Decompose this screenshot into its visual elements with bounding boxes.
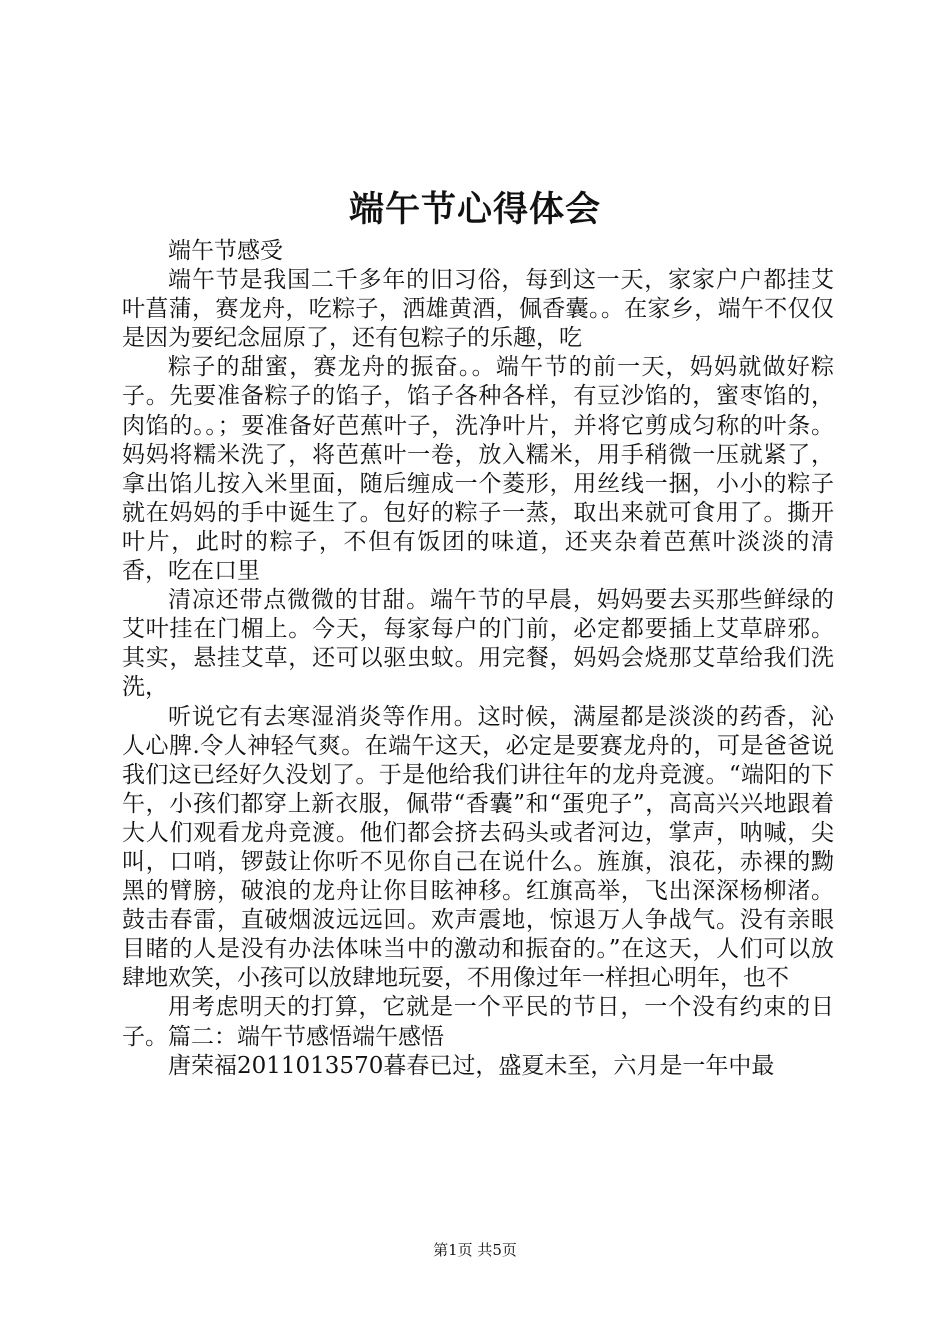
page-number-footer: 第1页 共5页 xyxy=(433,1241,517,1259)
paragraph: 听说它有去寒湿消炎等作用。这时候，满屋都是淡淡的药香，沁人心脾.令人神轻气爽。在端午这天，必定是要赛龙舟的，可是爸爸说我们这已经好久没划了。于是他给我们讲往年的龙舟竞渡。“端阳的下午，小孩们都穿上新衣服，佩带“香囊”和“蛋兜子”，高高兴兴地跟着大人们观看龙舟竞渡。他们都会挤去码头或者河边，掌声，呐喊，尖叫，口哨，锣鼓让你听不见你自己在说什么。旌旗，浪花，赤裸的黝黑的臂膀，破浪的龙舟让你目眩神移。红旗高举，飞出深深杨柳渚。鼓击春雷，直破烟波远远回。欢声震地，惊退万人争战气。没有亲眼目睹的人是没有办法体味当中的激动和振奋的。”在这天，人们可以放肆地欢笑，小孩可以放肆地玩耍，不用像过年一样担心明年，也不 xyxy=(122,703,834,992)
paragraph: 端午节是我国二千多年的旧习俗，每到这一天，家家户户都挂艾叶菖蒲，赛龙舟，吃粽子，洒雄黄酒，佩香囊。。在家乡，端午不仅仅是因为要纪念屈原了，还有包粽子的乐趣，吃 xyxy=(122,267,834,352)
paragraph: 唐荣福2011013570暮春已过，盛夏未至，六月是一年中最 xyxy=(168,1052,775,1079)
paragraph: 用考虑明天的打算，它就是一个平民的节日，一个没有约束的日子。篇二：端午节感悟端午感悟 xyxy=(122,994,834,1050)
document-body xyxy=(122,237,834,1081)
paragraph: 粽子的甜蜜，赛龙舟的振奋。。端午节的前一天，妈妈就做好粽子。先要准备粽子的馅子，馅子各种各样，有豆沙馅的，蜜枣馅的，肉馅的。。；要准备好芭蕉叶子，洗净叶片，并将它剪成匀称的叶条。妈妈将糯米洗了，将芭蕉叶一卷，放入糯米，用手稍微一压就紧了，拿出馅儿按入米里面，随后缠成一个菱形，用丝线一捆，小小的粽子就在妈妈的手中诞生了。包好的粽子一蒸，取出来就可食用了。撕开叶片，此时的粽子，不但有饭团的味道，还夹杂着芭蕉叶淡淡的清香，吃在口里 xyxy=(122,354,834,585)
paragraph: 清凉还带点微微的甘甜。端午节的早晨，妈妈要去买那些鲜绿的艾叶挂在门楣上。今天，每家每户的门前，必定都要插上艾草辟邪。其实，悬挂艾草，还可以驱虫蚊。用完餐，妈妈会烧那艾草给我们洗洗， xyxy=(122,587,834,701)
document-title: 端午节心得体会 xyxy=(348,189,601,230)
paragraph: 端午节感受 xyxy=(168,238,283,264)
